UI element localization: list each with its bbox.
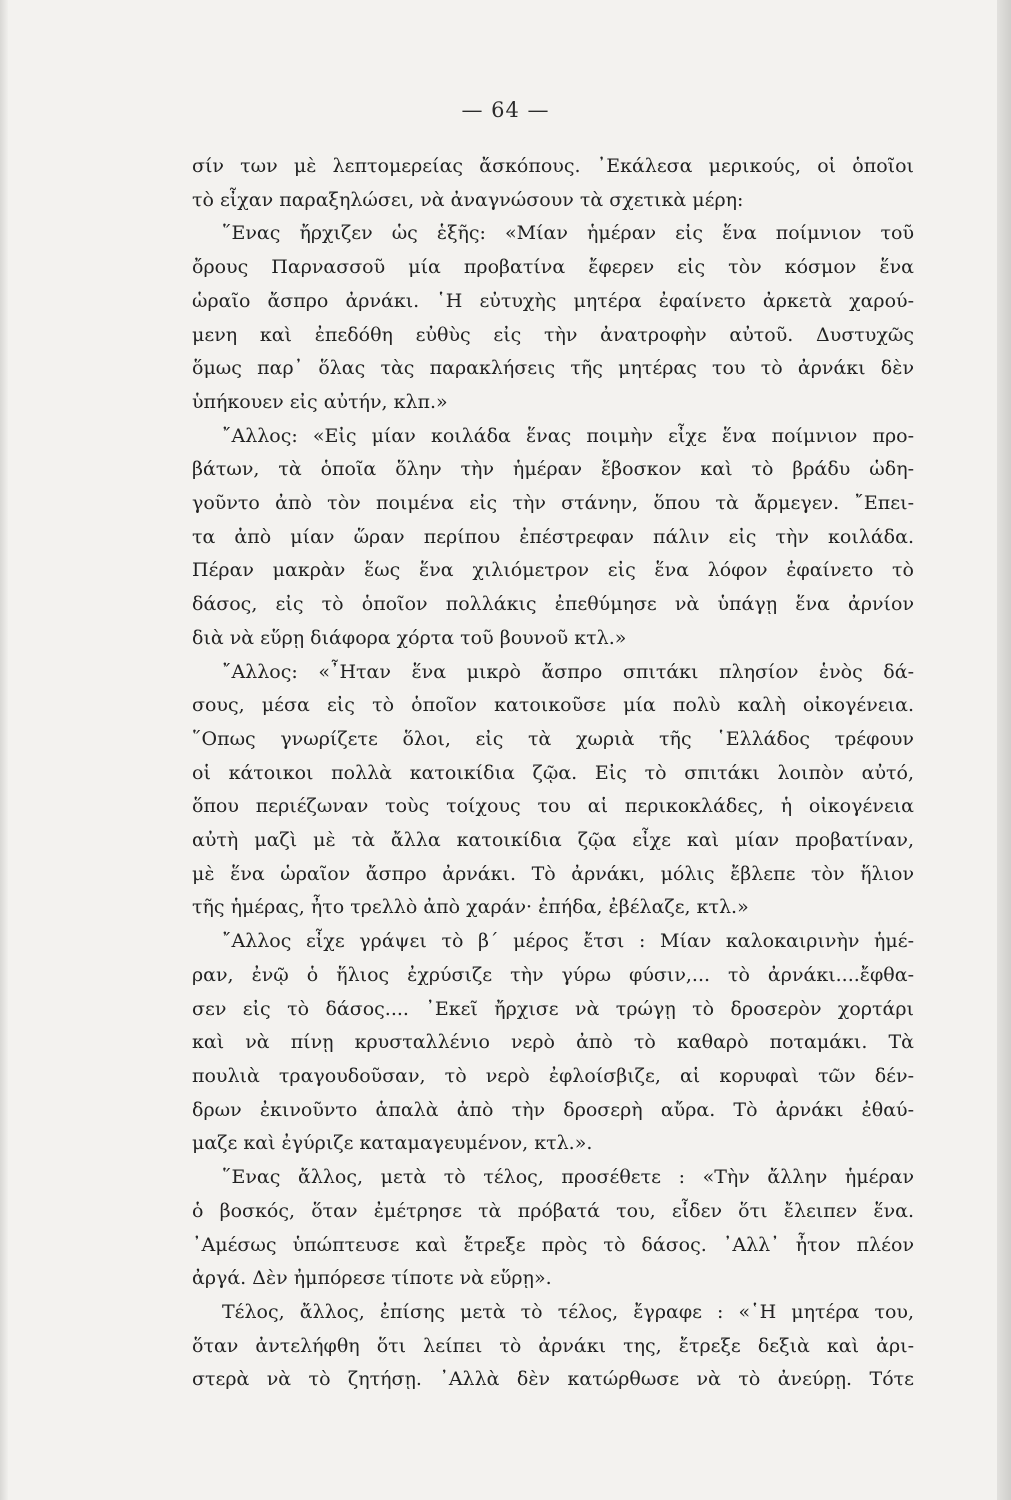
text-line: ραν, ἐνῷ ὁ ἥλιος ἐχρύσιζε τὴν γύρω φύσιν,... τὸ ἀρνάκι....ἔφθα- <box>192 963 914 986</box>
text-line: τα ἀπὸ μίαν ὥραν περίπου ἐπέστρεφαν πάλιν εἰς τὴν κοιλάδα. <box>192 525 914 548</box>
text-line: ὄρους Παρνασσοῦ μία προβατίνα ἔφερεν εἰς τὸν κόσμον ἕνα <box>192 256 914 279</box>
text-line: ὅταν ἀντελήφθη ὅτι λείπει τὸ ἀρνάκι της, ἔτρεξε δεξιὰ καὶ ἀρι- <box>192 1334 914 1357</box>
text-line: αὐτὴ μαζὶ μὲ τὰ ἄλλα κατοικίδια ζῷα εἶχε καὶ μίαν προβατίναν, <box>192 829 914 852</box>
text-line: στερὰ νὰ τὸ ζητήσῃ. ᾿Αλλὰ δὲν κατώρθωσε νὰ τὸ ἀνεύρῃ. Τότε <box>192 1368 914 1391</box>
text-line: ὡραῖο ἄσπρο ἀρνάκι. ῾Η εὐτυχὴς μητέρα ἐφαίνετο ἀρκετὰ χαρού- <box>192 289 914 312</box>
text-line: Τέλος, ἄλλος, ἐπίσης μετὰ τὸ τέλος, ἔγραφε : «῾Η μητέρα του, <box>222 1300 914 1323</box>
text-line: ῎Αλλος εἶχε γράψει τὸ β΄ μέρος ἔτσι : Μίαν καλοκαιρινὴν ἡμέ- <box>222 930 914 953</box>
text-line: δάσος, εἰς τὸ ὁποῖον πολλάκις ἐπεθύμησε νὰ ὑπάγῃ ἕνα ἀρνίον <box>192 593 914 616</box>
text-line: σους, μέσα εἰς τὸ ὁποῖον κατοικοῦσε μία πολὺ καλὴ οἰκογένεια. <box>192 694 914 717</box>
text-line: ᾿Αμέσως ὑπώπτευσε καὶ ἔτρεξε πρὸς τὸ δάσος. ᾿Αλλ᾿ ἦτον πλέον <box>192 1233 914 1256</box>
text-line: διὰ νὰ εὕρῃ διάφορα χόρτα τοῦ βουνοῦ κτλ.» <box>192 626 627 649</box>
text-line: τὸ εἶχαν παραξηλώσει, νὰ ἀναγνώσουν τὰ σχετικὰ μέρη: <box>192 188 744 211</box>
text-line: ῎Αλλος: «Εἰς μίαν κοιλάδα ἕνας ποιμὴν εἶχε ἕνα ποίμνιον προ- <box>222 424 914 447</box>
text-line: ῞Ενας ἤρχιζεν ὡς ἑξῆς: «Μίαν ἡμέραν εἰς ἕνα ποίμνιον τοῦ <box>222 222 914 245</box>
text-line: σίν των μὲ λεπτομερείας ἄσκόπους. ᾿Εκάλεσα μερικούς, οἱ ὁποῖοι <box>192 155 914 177</box>
text-line: ὑπήκουεν εἰς αὐτήν, κλπ.» <box>192 390 448 413</box>
text-line: οἱ κάτοικοι πολλὰ κατοικίδια ζῷα. Εἰς τὸ σπιτάκι λοιπὸν αὐτό, <box>192 761 914 784</box>
text-line: γοῦντο ἀπὸ τὸν ποιμένα εἰς τὴν στάνην, ὅπου τὰ ἄρμεγεν. ῎Επει- <box>192 492 914 515</box>
text-line: βάτων, τὰ ὁποῖα ὅλην τὴν ἡμέραν ἔβοσκον καὶ τὸ βράδυ ὡδη- <box>192 458 914 481</box>
page-right-edge <box>997 0 1011 1500</box>
text-line: μὲ ἕνα ὡραῖον ἄσπρο ἀρνάκι. Τὸ ἀρνάκι, μόλις ἔβλεπε τὸν ἥλιον <box>192 862 914 885</box>
text-line: σεν εἰς τὸ δάσος.... ᾿Εκεῖ ἤρχισε νὰ τρώγῃ τὸ δροσερὸν χορτάρι <box>192 997 914 1020</box>
text-line: μαζε καὶ ἐγύριζε καταμαγευμένον, κτλ.». <box>192 1132 593 1155</box>
text-line: δρων ἐκινοῦντο ἁπαλὰ ἀπὸ τὴν δροσερὴ αὔρα. Τὸ ἀρνάκι ἐθαύ- <box>192 1098 914 1121</box>
text-line: πουλιὰ τραγουδοῦσαν, τὸ νερὸ ἐφλοίσβιζε, αἱ κορυφαὶ τῶν δέν- <box>192 1064 914 1087</box>
text-line: ὅμως παρ᾿ ὅλας τὰς παρακλήσεις τῆς μητέρας του τὸ ἀρνάκι δὲν <box>192 357 914 380</box>
page-left-edge <box>0 0 8 1500</box>
text-line: ῎Αλλος: «῏Ηταν ἕνα μικρὸ ἄσπρο σπιτάκι πλησίον ἑνὸς δά- <box>222 660 914 683</box>
text-line: ῞Οπως γνωρίζετε ὅλοι, εἰς τὰ χωριὰ τῆς ῾Ελλάδος τρέφουν <box>192 727 914 750</box>
text-line: τῆς ἡμέρας, ἦτο τρελλὸ ἀπὸ χαράν· ἐπήδα, ἐβέλαζε, κτλ.» <box>192 896 749 919</box>
text-line: ὁ βοσκός, ὅταν ἐμέτρησε τὰ πρόβατά του, εἶδεν ὅτι ἔλειπεν ἕνα. <box>192 1199 914 1222</box>
text-line: ὅπου περιέζωναν τοὺς τοίχους του αἱ περικοκλάδες, ἡ οἰκογένεια <box>192 795 914 818</box>
text-line: Πέραν μακρὰν ἕως ἕνα χιλιόμετρον εἰς ἕνα λόφον ἐφαίνετο τὸ <box>192 559 914 582</box>
text-line: καὶ νὰ πίνῃ κρυσταλλένιο νερὸ ἀπὸ τὸ καθαρὸ ποταμάκι. Τὰ <box>192 1031 914 1054</box>
text-line: ἀργά. Δὲν ἠμπόρεσε τίποτε νὰ εὕρῃ». <box>192 1267 552 1290</box>
body-text <box>192 150 914 1397</box>
page-number: — 64 — <box>461 98 550 122</box>
text-line: ῞Ενας ἄλλος, μετὰ τὸ τέλος, προσέθετε : «Τὴν ἄλλην ἡμέραν <box>222 1166 914 1189</box>
text-line: μενη καὶ ἐπεδόθη εὐθὺς εἰς τὴν ἀνατροφὴν αὐτοῦ. Δυστυχῶς <box>192 323 914 346</box>
